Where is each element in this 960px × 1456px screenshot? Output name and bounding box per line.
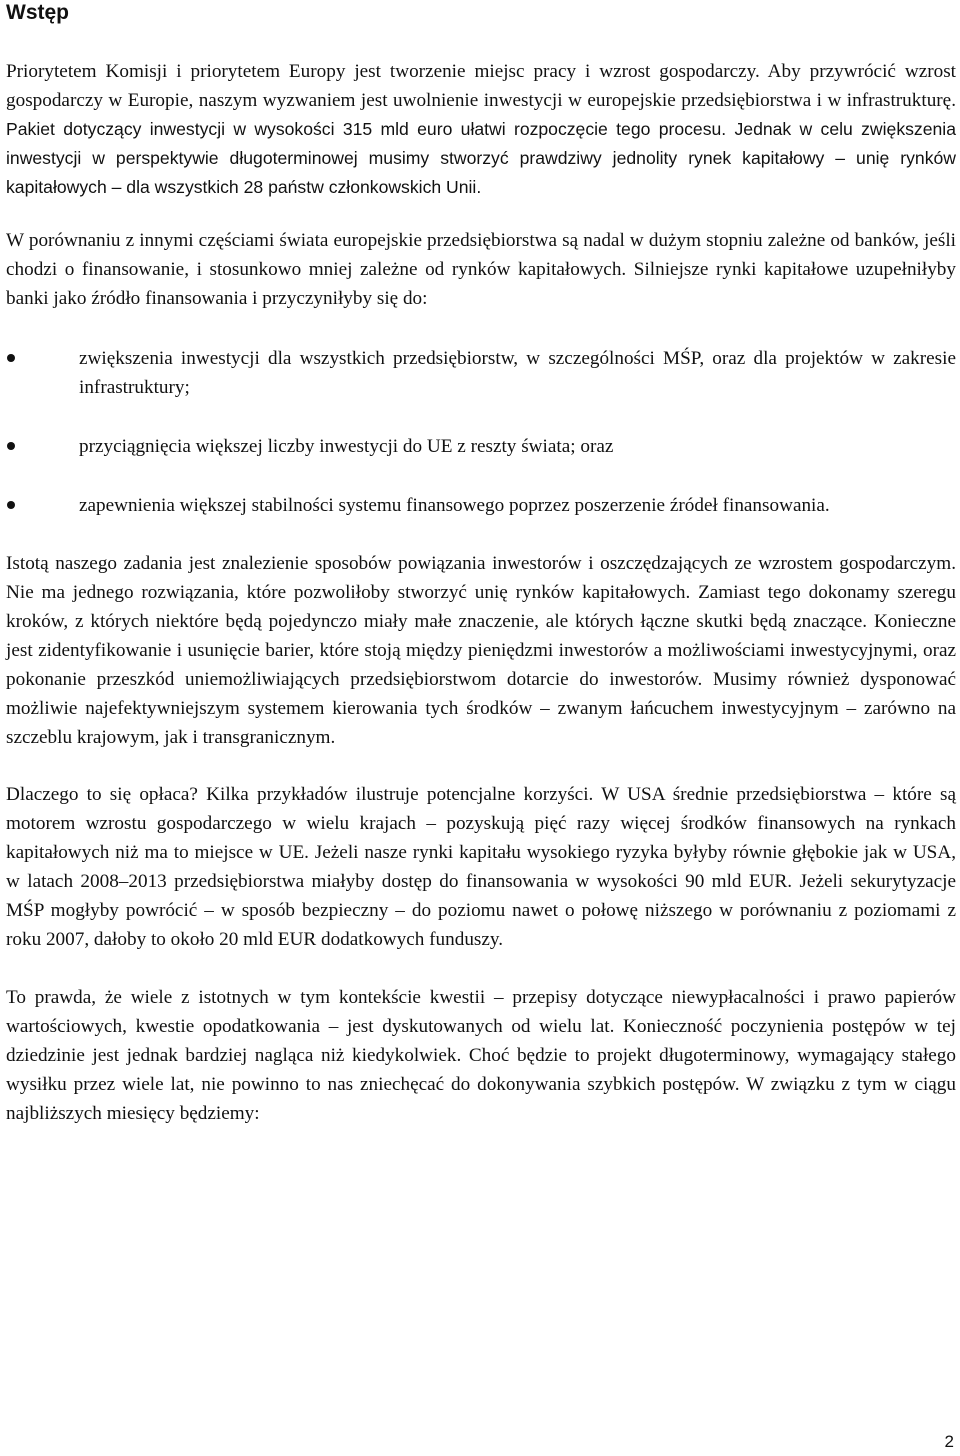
paragraph-intro — [6, 57, 956, 202]
paragraph-benefits: Dlaczego to się opłaca? Kilka przykładów ilustruje potencjalne korzyści. W USA średnie przedsiębiorstwa – które są motorem wzrostu gospodarczego w wielu krajach – pozyskują pięć razy więcej środków finansowych na rynkach kapitałowych niż ma to miejsce w UE. Jeżeli nasze rynki kapitału wysokiego ryzyka byłyby równie głębokie jak w USA, w latach 2008–2013 przedsiębiorstwa miałyby dostęp do finansowania w wysokości 90 mld EUR. Jeżeli sekurytyzacje MŚP mogłyby powrócić – w sposób bezpieczny – do poziomu nawet o połowę niższego w porównaniu z poziomami z roku 2007, dałoby to około 20 mld EUR dodatkowych funduszy. — [6, 784, 956, 950]
list-item — [6, 432, 956, 461]
paragraph-task: Istotą naszego zadania jest znalezienie sposobów powiązania inwestorów i oszczędzających ze wzrostem gospodarczym. Nie ma jednego rozwiązania, które pozwoliłoby stworzyć unię rynków kapitałowych. Zamiast tego dokonamy szeregu kroków, z których niektóre będą pojedynczo miały małe znaczenie, ale których łączne skutki będą znaczące. Konieczne jest zidentyfikowanie i usunięcie barier, które stoją między pieniędzmi inwestorów a możliwościami inwestycyjnymi, oraz pokonanie przeszkód uniemożliwiających przedsiębiorstwom dotarcie do inwestorów. Musimy również dysponować możliwie najefektywniejszym systemem kierowania tych środków – zwanym łańcuchem inwestycyjnym – zarówno na szczeblu krajowym, jak i transgranicznym. — [6, 553, 956, 748]
paragraph-intro-part3: Jednak w celu zwiększenia inwestycji w perspektywie długoterminowej musimy stworzyć prawdziwy jednolity rynek kapitałowy – unię rynków kapitałowych – dla wszystkich 28 państw członkowskich Unii. — [6, 119, 956, 197]
bullet-icon — [7, 354, 15, 362]
paragraph-intro-part1: Priorytetem Komisji i priorytetem Europy jest tworzenie miejsc pracy i wzrost gospodarczy. Aby przywrócić wzrost gospodarczy w Europie, naszym wyzwaniem jest uwolnienie inwestycji w europejskie przedsiębiorstwa i w infrastrukturę. — [6, 61, 956, 111]
benefits-list — [6, 344, 956, 520]
section-heading: Wstęp — [6, 1, 69, 24]
list-item — [6, 344, 956, 402]
paragraph-comparison: W porównaniu z innymi częściami świata europejskie przedsiębiorstwa są nadal w dużym stopniu zależne od banków, jeśli chodzi o finansowanie, i stosunkowo mniej zależne od rynków kapitałowych. Silniejsze rynki kapitałowe uzupełniłyby banki jako źródło finansowania i przyczyniłyby się do: — [6, 230, 956, 309]
paragraph-outlook: To prawda, że wiele z istotnych w tym kontekście kwestii – przepisy dotyczące niewypłacalności i prawo papierów wartościowych, kwestie opodatkowania – jest dyskutowanych od wielu lat. Konieczność poczynienia postępów w tej dziedzinie jest jednak bardziej nagląca niż kiedykolwiek. Choć będzie to projekt długoterminowy, wymagający stałego wysiłku przez wiele lat, nie powinno to nas zniechęcać do dokonywania szybkich postępów. W związku z tym w ciągu najbliższych miesięcy będziemy: — [6, 987, 956, 1124]
list-item — [6, 491, 956, 520]
list-item-text: zwiększenia inwestycji dla wszystkich przedsiębiorstw, w szczególności MŚP, oraz dla projektów w zakresie infrastruktury; — [79, 348, 956, 398]
page-number: 2 — [944, 1432, 954, 1451]
document-page — [6, 0, 956, 1128]
bullet-icon — [7, 501, 15, 509]
list-item-text: zapewnienia większej stabilności systemu finansowego poprzez poszerzenie źródeł finansowania. — [79, 495, 830, 516]
list-item-text: przyciągnięcia większej liczby inwestycji do UE z reszty świata; oraz — [79, 436, 614, 457]
bullet-icon — [7, 442, 15, 450]
paragraph-intro-part2: Pakiet dotyczący inwestycji w wysokości 315 mld euro ułatwi rozpoczęcie tego procesu. — [6, 119, 727, 139]
